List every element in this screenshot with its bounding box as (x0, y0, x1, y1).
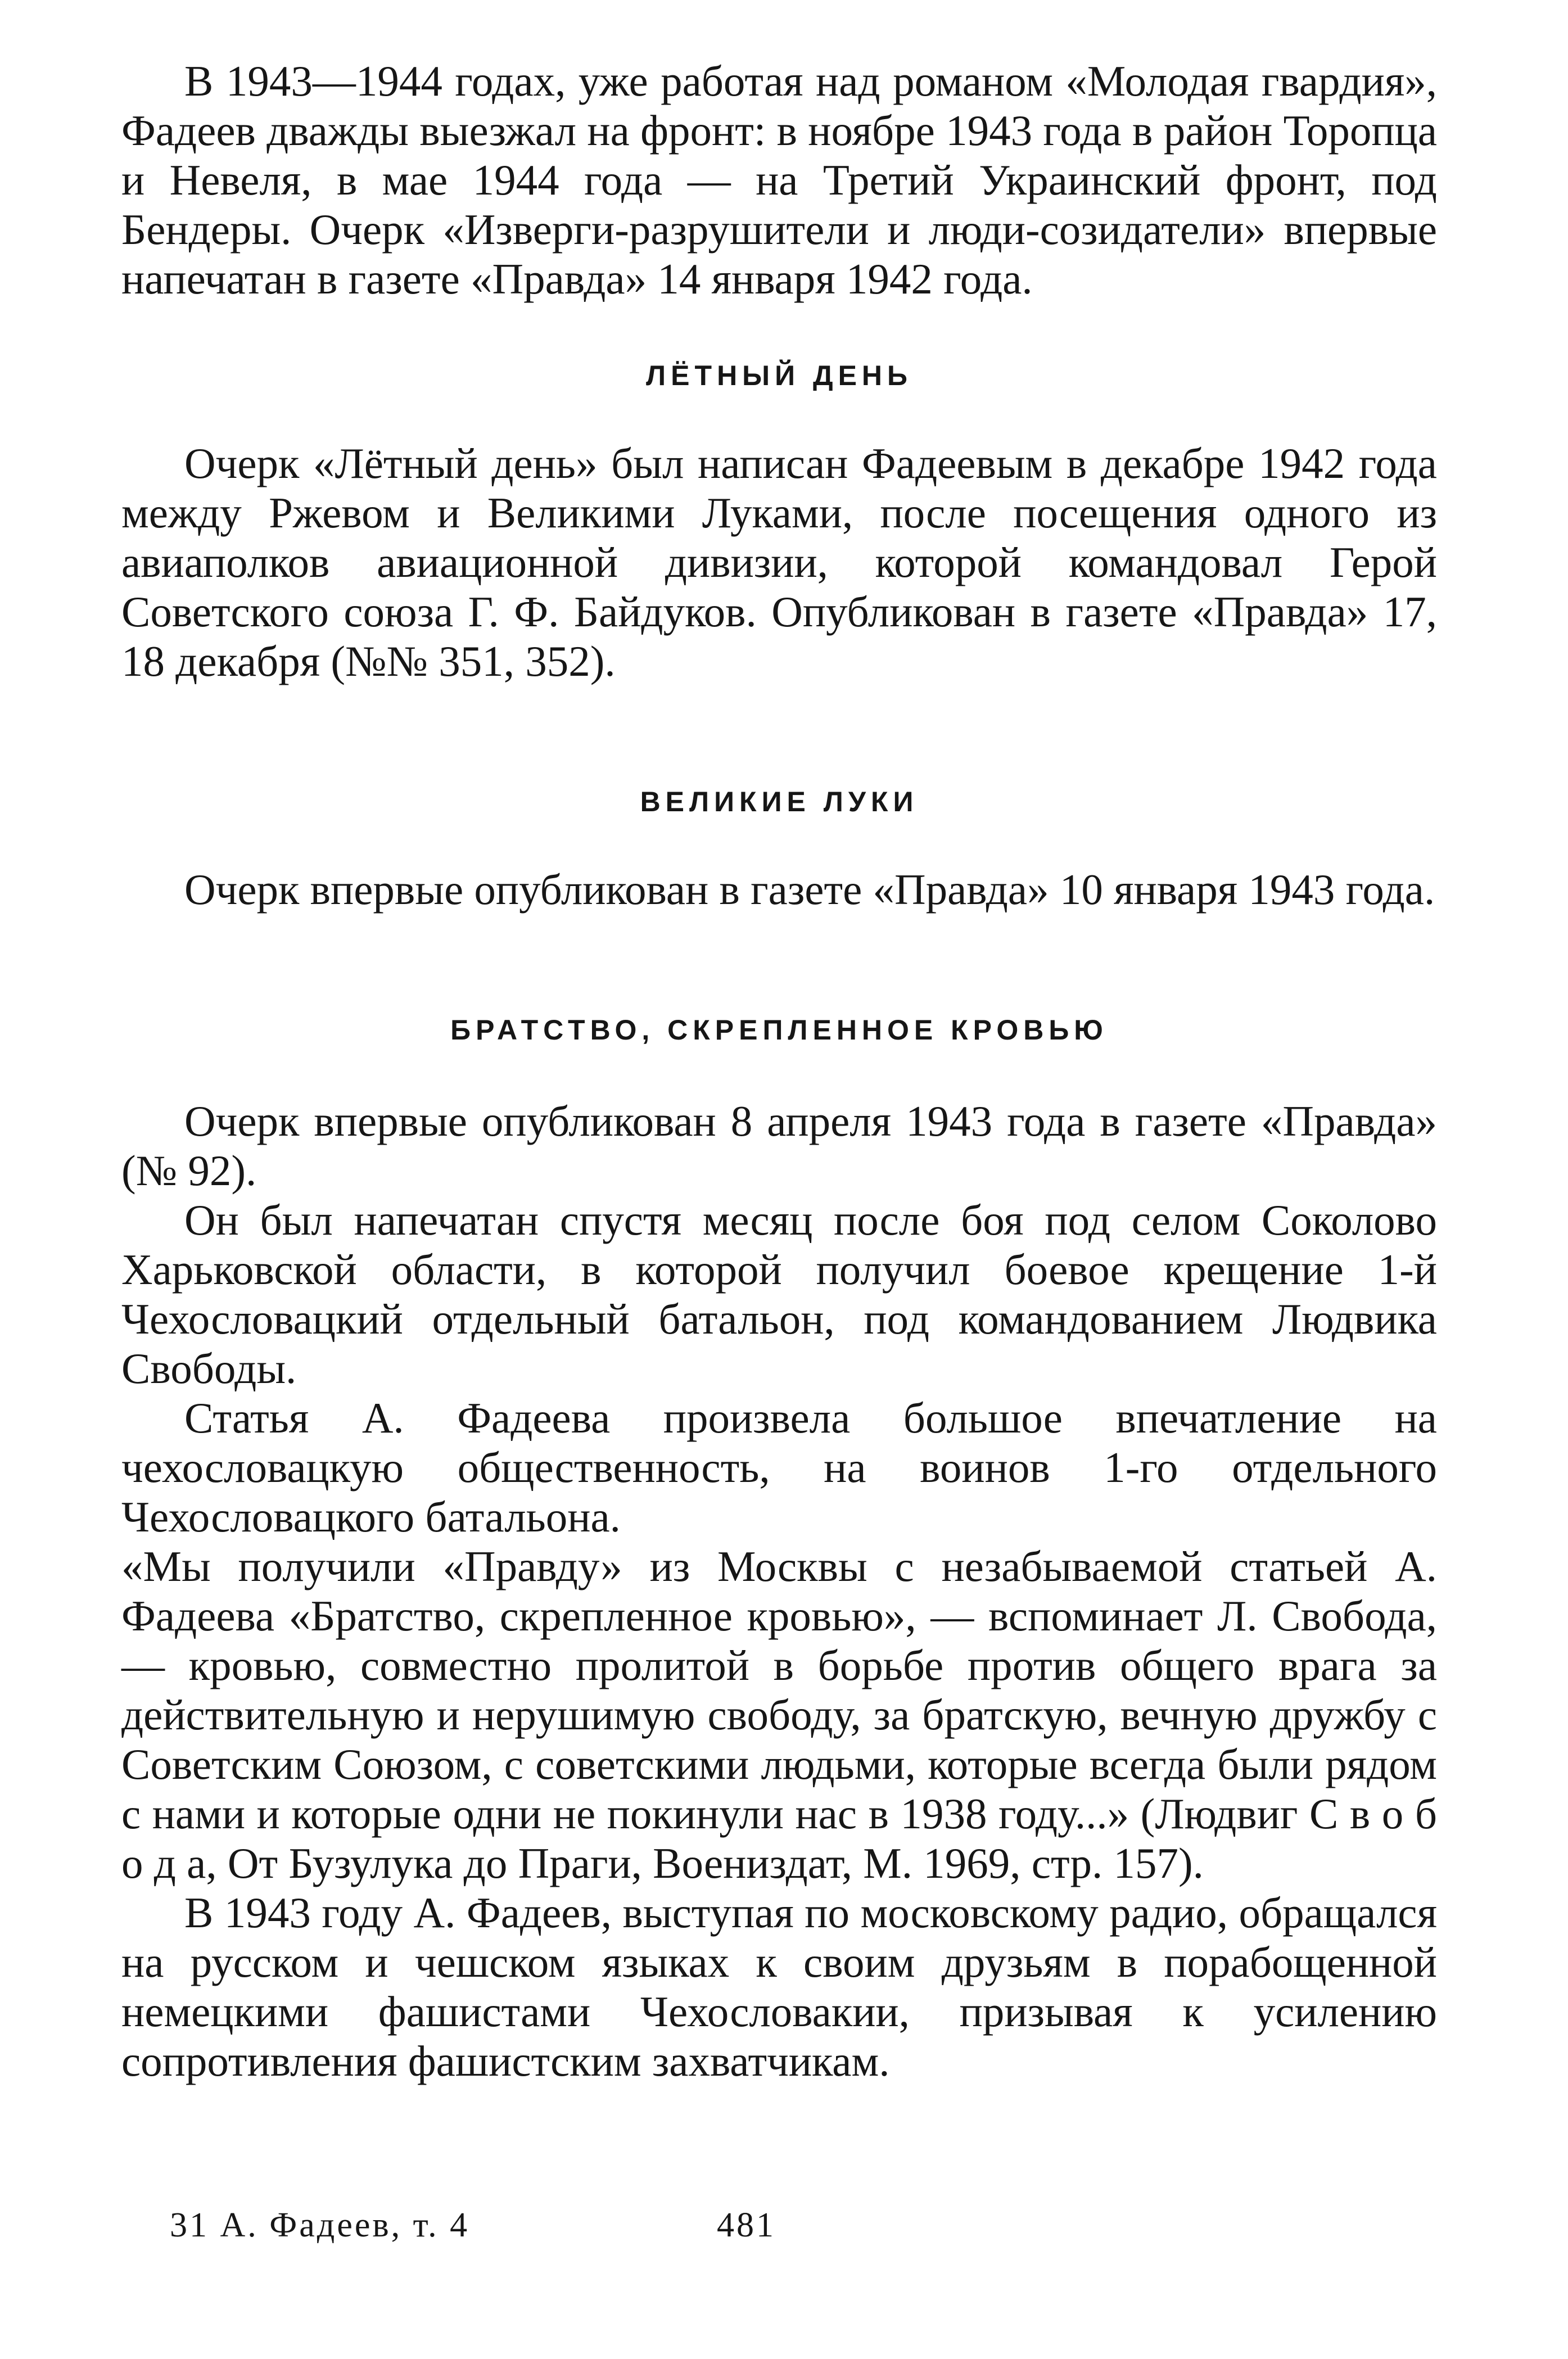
spacer (121, 304, 1437, 359)
spacer (121, 914, 1437, 1013)
section-paragraph: Очерк впервые опубликован в газете «Правда» 10 января 1943 года. (184, 865, 1435, 914)
section-paragraph: В 1943 году А. Фадеев, выступая по московскому радио, обращался на русском и чешском языках к своим друзьям в порабощенной немецкими фашистами Чехословакии, призывая к усилению сопротивления фашистским захватчикам. (121, 1888, 1437, 2085)
page-number: 481 (717, 2206, 776, 2244)
section-paragraph: Он был напечатан спустя месяц после боя под селом Соколово Харьковской области, в которой получил боевое крещение 1-й Чехословацкий отдельный батальон, под командованием Людвика Свободы. (121, 1196, 1437, 1393)
spacer (121, 819, 1437, 865)
section-paragraph: Статья А. Фадеева произвела большое впечатление на чехословацкую общественность, на воинов 1-го отдельного Чехословацкого батальона. (121, 1394, 1437, 1541)
intro-paragraph: В 1943—1944 годах, уже работая над романом «Молодая гвардия», Фадеев дважды выезжал на фронт: в ноябре 1943 года в район Торопца и Невеля, в мае 1944 года — на Третий Украинский фронт, под Бендеры. Очерк «Изверги-разрушители и люди-созидатели» впервые напечатан в газете «Правда» 14 января 1942 года. (121, 57, 1437, 303)
section-paragraph: Очерк впервые опубликован 8 апреля 1943 года в газете «Правда» (№ 92). (121, 1097, 1437, 1195)
spacer (121, 392, 1437, 439)
section-paragraph: Очерк «Лётный день» был написан Фадеевым в декабре 1942 года между Ржевом и Великими Луками, после посещения одного из авиаполков авиационной дивизии, которой командовал Герой Советского союза Г. Ф. Байдуков. Опубликован в газете «Правда» 17, 18 декабря (№№ 351, 352). (121, 439, 1437, 685)
spacer (121, 1047, 1437, 1096)
spacer (121, 686, 1437, 785)
section-paragraph: «Мы получили «Правду» из Москвы с незабываемой статьей А. Фадеева «Братство, скрепленное кровью», — вспоминает Л. Свобода, — кровью, совместно пролитой в борьбе против общего врага за действительную и нерушимую свободу, за братскую, вечную дружбу с Советским Союзом, с советскими людьми, которые всегда были рядом с нами и которые одни не покинули нас в 1938 году...» (Людвиг С в о б о д а, От Бузулука до Праги, Воениздат, М. 1969, стр. 157). (121, 1542, 1437, 1887)
section-heading-bratstvo: БРАТСТВО, СКРЕПЛЕННОЕ КРОВЬЮ (450, 1014, 1108, 1046)
section-heading-letny-den: ЛЁТНЫЙ ДЕНЬ (646, 360, 912, 391)
section-heading-velikie-luki: ВЕЛИКИЕ ЛУКИ (640, 786, 919, 817)
footer-signature: 31 А. Фадеев, т. 4 (170, 2206, 470, 2244)
page-footer (170, 2203, 1013, 2248)
document-page (121, 56, 1437, 2086)
